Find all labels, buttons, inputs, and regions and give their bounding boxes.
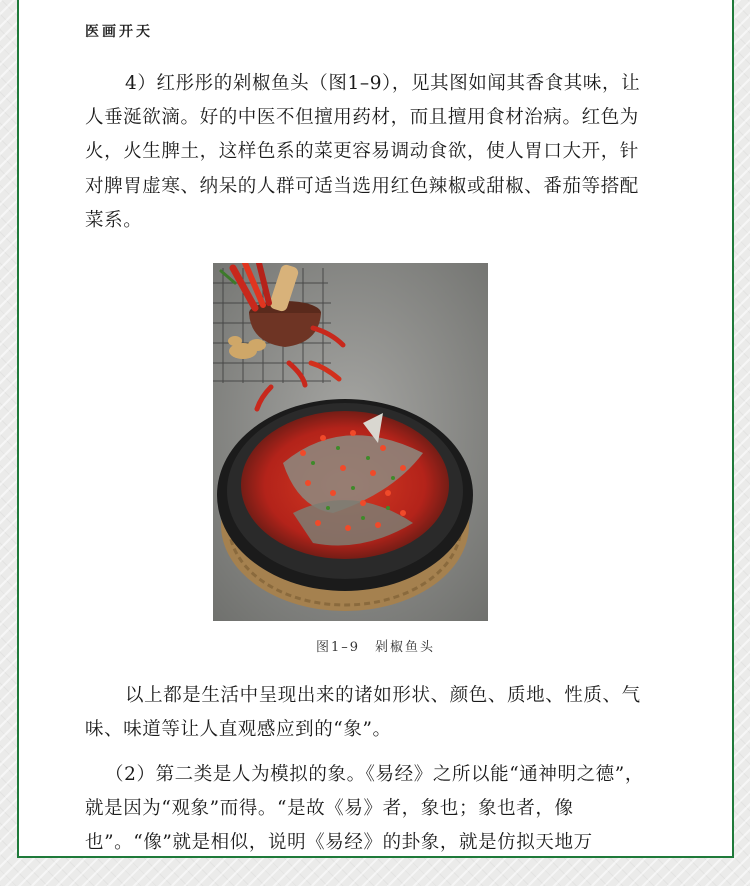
paragraph-summary-of-image: 以上都是生活中呈现出来的诸如形状、颜色、质地、性质、气味、味道等让人直观感应到的“象”。 <box>85 685 641 741</box>
paragraph-second-category: （2）第二类是人为模拟的象。《易经》之所以能“通神明之德”，就是因为“观象”而得。“是故《易》者，象也；象也者，像也”。“像”就是相似，说明《易经》的卦象，就是仿拟天地万 <box>85 764 644 854</box>
paragraph-chopped-pepper-fish-head: 4）红彤彤的剁椒鱼头（图1–9），见其图如闻其香食其味，让人垂涎欲滴。好的中医不但擅用药材，而且擅用食材治病。红色为火，火生脾土，这样色系的菜更容易调动食欲，使人胃口大开，针对脾胃虚寒、纳呆的人群可适当选用红色辣椒或甜椒、番茄等搭配菜系。 <box>85 73 641 231</box>
fish-head-illustration <box>213 263 488 621</box>
book-page <box>17 0 734 858</box>
figure-caption: 图1–9 剁椒鱼头 <box>315 640 436 655</box>
figure-fish-head-photo <box>213 263 488 621</box>
running-header: 医画开天 <box>85 24 153 40</box>
